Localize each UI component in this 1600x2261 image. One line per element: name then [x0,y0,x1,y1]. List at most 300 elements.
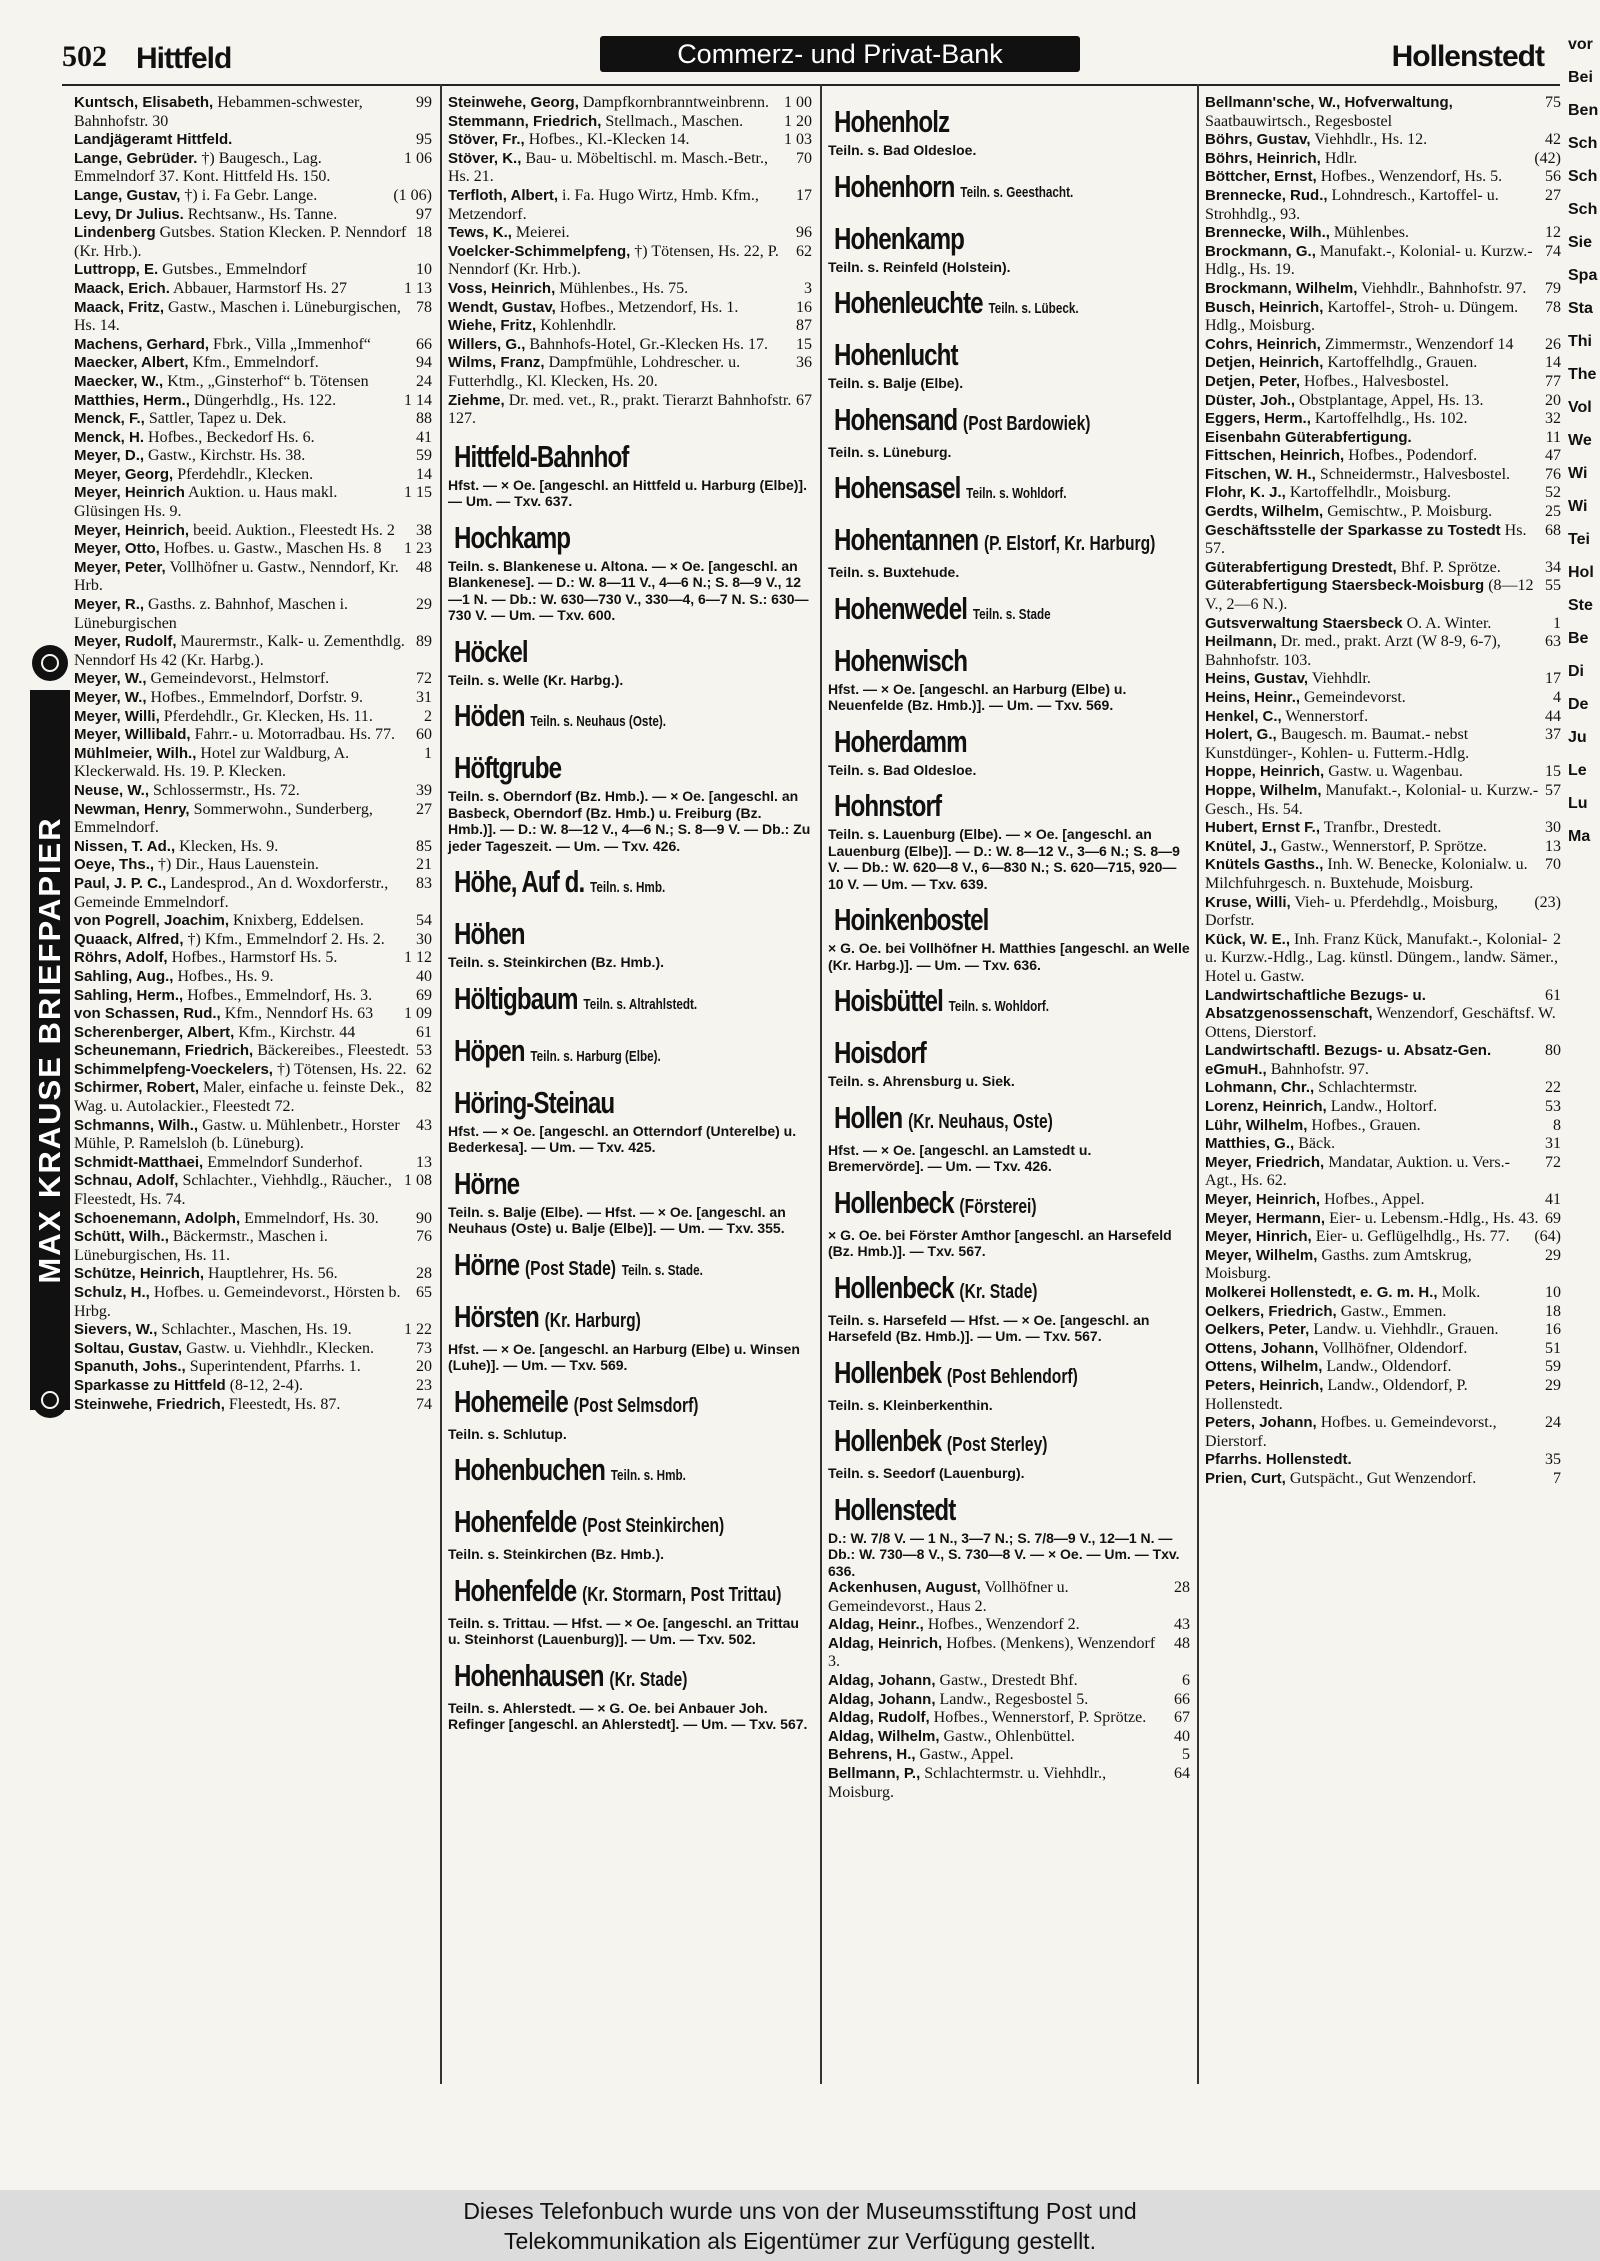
phone-number: 27 [416,800,432,818]
subscriber-name: Wiehe, Fritz, [448,317,537,335]
subscriber-details: Viehhdlr., Bahnhofstr. 97. [1361,279,1527,297]
listing-entry [1205,819,1561,838]
listing-entry [448,354,812,391]
subscriber-details: †) Tötensen, Hs. 22. [276,1060,407,1078]
subscriber-name: Meyer, Heinrich, [1205,1191,1321,1209]
subscriber-details: Pferdehdlr., Klecken. [177,465,314,483]
phone-number: 87 [796,317,812,335]
phone-number: 62 [796,242,812,260]
phone-number: 78 [1545,298,1561,316]
phone-number: 7 [1553,1469,1561,1487]
listing-entry [74,633,432,670]
subscriber-name: Meyer, Willi, [74,707,160,725]
listing-entry [448,113,812,132]
place-section [448,1658,812,1733]
place-qualifier: (Post Bardowiek) [963,412,1091,435]
phone-number: 23 [416,1376,432,1394]
subscriber-details: Hebammen-schwester, Bahnhofstr. 30 [74,94,363,130]
phone-number: 14 [416,465,432,483]
listing-entry [1205,1284,1561,1303]
place-qualifier: (Kr. Stade) [959,1280,1038,1303]
place-details: Teiln. s. Welle (Kr. Harbg.). [448,671,624,688]
listing-entry [1205,987,1561,1043]
listing-entry [74,224,432,261]
phone-number: 42 [1545,131,1561,149]
listing-entry [828,1579,1190,1616]
subscriber-details: Gastw., Maschen i. Lüneburgischen, Hs. 14. [74,298,401,335]
place-note: Teiln. s. Altrahlstedt. [583,995,698,1013]
subscriber-name: Lange, Gustav, [74,186,181,204]
subscriber-details: Hofbes., Emmelndorf, Dorfstr. 9. [150,689,363,706]
listing-entry [74,261,432,280]
phone-number: 27 [1545,186,1561,204]
listing-entry [74,1042,432,1061]
listing-entry [448,243,812,280]
listing-entry [828,1616,1190,1635]
listing-entry [74,968,432,987]
side-advertisement: MAX KRAUSE BRIEFPAPIER [30,690,70,1410]
listing-entry [1205,354,1561,373]
subscriber-details: Sattler, Tapez u. Dek. [148,410,287,428]
phone-number: 51 [1545,1339,1561,1357]
subscriber-details: Hotel zur Waldburg, A. Kleckerwald. Hs. 19. P. Klecken. [74,744,350,781]
subscriber-details: O. A. Winter. [1406,614,1492,632]
place-heading [454,1504,733,1544]
clipped-entry: Lu [1568,795,1588,812]
clipped-entry: Sch [1568,168,1598,185]
phone-number: 6 [1182,1671,1190,1689]
listing-entry [1205,1358,1561,1377]
subscriber-name: Brennecke, Rud., [1205,186,1328,204]
subscriber-name: Schirmer, Robert, [74,1079,200,1097]
listing-entry [1205,1451,1561,1470]
phone-number: 16 [796,298,812,316]
subscriber-name: Lindenberg [74,224,156,242]
subscriber-details: Gutsbes., Emmelndorf [162,261,307,279]
listing-entry [1205,1098,1561,1117]
subscriber-details: Gastw., Emmen. [1340,1302,1447,1320]
place-name: Hollenbeck [834,1184,954,1220]
clipped-entry: Ben [1568,102,1599,119]
subscriber-name: Sievers, W., [74,1321,158,1339]
place-heading [454,698,733,740]
listing-entry [1205,689,1561,708]
subscriber-name: Schulz, H., [74,1284,150,1301]
listing-entry [74,373,432,392]
phone-number: 74 [416,1395,432,1413]
phone-number: 36 [796,354,812,372]
place-details: Teiln. s. Lüneburg. [828,443,952,460]
listing-entry [74,522,432,541]
subscriber-details: Maurermstr., Kalk- u. Zementhdlg. Nenndorf Hs 42 (Kr. Harbg.). [74,633,405,669]
phone-number: 21 [416,856,432,874]
subscriber-details: Schneidermstr., Halvesbostel. [1319,465,1511,483]
clipped-entry: Be [1568,630,1589,647]
subscriber-details: Abbauer, Harmstorf Hs. 27 [173,279,347,297]
listing-entry [74,392,432,411]
footer-line-1: Dieses Telefonbuch wurde uns von der Museumsstiftung Post und [463,2198,1137,2224]
phone-number: 99 [416,94,432,111]
place-details: Teiln. s. Harsefeld — Hfst. — × Oe. [angeschl. an Harsefeld (Bz. Hmb.)]. — Um. — Txv. 567. [828,1311,1150,1344]
place-name: Hohenhausen [454,1657,604,1693]
place-heading [834,470,1112,512]
listing-entry [1205,131,1561,150]
place-section [448,634,812,689]
clipped-entry: Sie [1568,234,1593,251]
subscriber-details: †) Dir., Haus Lauenstein. [158,856,319,874]
listing-entry [1205,763,1561,782]
subscriber-details: Bahnhofs-Hotel, Gr.-Klecken Hs. 17. [529,335,769,353]
subscriber-details: Landw. u. Viehhdlr., Grauen. [1313,1321,1499,1339]
subscriber-details: Lohndresch., Kartoffel- u. Strohhdlg., 93. [1205,186,1499,223]
phone-number: 70 [796,149,812,167]
listing-entry [1205,336,1561,355]
subscriber-details: Hdlr. [1324,149,1358,167]
phone-number: 44 [1545,707,1561,725]
place-heading [454,864,733,906]
place-heading [834,402,1112,442]
phone-number: 18 [1545,1302,1561,1320]
phone-number: 2 [424,707,432,725]
place-name: Hohenwisch [834,642,968,678]
phone-number: 55 [1545,577,1561,595]
subscriber-details: Bahnhofstr. 97. [1270,1060,1369,1078]
phone-number: 22 [1545,1079,1561,1097]
phone-number: 29 [416,596,432,614]
place-name: Hollenbek [834,1423,942,1458]
subscriber-details: Hofbes., Hs. 9. [177,967,274,985]
subscriber-details: Hofbes., Harmstorf Hs. 5. [171,949,338,967]
place-details: Teiln. s. Lauenburg (Elbe). — × Oe. [angeschl. an Lauenburg (Elbe)]. — D.: W. 8—12 V., 3—6 N.; S. 8—9 V. — Db.: W. 620—8 V., 6—830 N.; S. 620—715, 920—10 V. — Um. — Txv. 639. [828,826,1180,892]
listing-entry [74,1358,432,1377]
subscriber-details: Hofbes., Podendorf. [1348,447,1478,465]
place-heading [834,1492,1112,1528]
subscriber-details: Manufakt.-, Kolonial- u. Kurzw.-Gesch., Hs. 54. [1205,781,1539,818]
place-heading [834,1100,1112,1140]
phone-number: 59 [1545,1358,1561,1376]
listing-entry [448,317,812,336]
phone-number: 1 20 [784,112,812,130]
place-heading [454,1452,733,1494]
phone-number: 66 [1174,1690,1190,1708]
subscriber-details: Schlachtermstr. u. Viehhdlr., Moisburg. [828,1764,1107,1801]
listing-entry [1205,447,1561,466]
place-details: Teiln. s. Balje (Elbe). — Hfst. — × Oe. [angeschl. an Neuhaus (Oste) u. Balje (Elbe)]. — Um. — Txv. 355. [448,1203,786,1237]
place-name: Hohenbuchen [454,1452,605,1488]
listing-entry [1205,522,1561,559]
listing-entry [74,1210,432,1229]
phone-number: 32 [1545,410,1561,428]
listing-entry [1205,1247,1561,1284]
subscriber-name: Flohr, K. J., [1205,484,1286,502]
listing-entry [828,1672,1190,1691]
listing-entry [1205,187,1561,224]
listing-entry [74,1024,432,1043]
subscriber-name: Meyer, Wilhelm, [1205,1246,1318,1264]
place-section [828,221,1190,276]
listing-entry [1205,577,1561,614]
subscriber-name: Wilms, Franz, [448,354,545,372]
phone-number: 79 [1545,279,1561,297]
phone-number: 82 [416,1079,432,1097]
listing-entry [74,540,432,559]
subscriber-details: Wenzendorf, Geschäftsf. W. Ottens, Dierstorf. [1205,1005,1556,1041]
place-heading [454,1658,733,1698]
listing-entry [74,1117,432,1154]
listing-entry [1205,931,1561,987]
subscriber-name: Meyer, R., [74,596,145,614]
phone-number: 1 [424,744,432,762]
column-hittfeld-b [448,94,812,1733]
phone-number: 48 [1174,1634,1190,1652]
subscriber-details: Emmelndorf Sunderhof. [207,1153,363,1171]
listing-entry [74,1228,432,1265]
phone-number: 89 [416,633,432,651]
listing-entry [74,745,432,782]
phone-number: 14 [1545,354,1561,372]
place-name: Höckel [454,633,528,669]
subscriber-details: Bhf. P. Sprötze. [1400,558,1501,576]
phone-number: 29 [1545,1246,1561,1264]
subscriber-details: Obstplantage, Appel, Hs. 13. [1299,391,1484,409]
listing-entry [74,410,432,429]
listing-entry [74,280,432,299]
place-name: Höhen [454,916,525,952]
subscriber-name: Sahling, Aug., [74,967,174,985]
subscriber-name: Kuntsch, Elisabeth, [74,94,214,111]
subscriber-details: Hofbes., Wenzendorf 2. [927,1616,1080,1634]
subscriber-name: Meyer, Otto, [74,540,160,558]
listing-entry [74,987,432,1006]
place-name: Hohentannen [834,522,979,557]
listing-entry [1205,1414,1561,1451]
phone-number: 72 [416,670,432,688]
place-section [448,1085,812,1156]
listing-entry [1205,1042,1561,1079]
ad-ornament-icon [32,1382,68,1418]
subscriber-details: Hofbes. u. Gemeindevorst., Hörsten b. Hrbg. [74,1284,401,1320]
subscriber-name: Meyer, W., [74,689,147,706]
listing-entry [74,299,432,336]
clipped-entry: Le [1568,762,1587,779]
listing-entry [74,1396,432,1415]
subscriber-details: Ktm., „Ginsterhof“ b. Tötensen [167,372,369,390]
subscriber-details: Gemischtw., P. Moisburg. [1327,503,1493,521]
subscriber-name: Terfloth, Albert, [448,186,558,204]
subscriber-name: Newman, Henry, [74,800,190,818]
next-page-edge [1568,28,1600,2128]
subscriber-details: Hofbes., Metzendorf, Hs. 1. [559,298,739,316]
phone-number: 1 [1553,614,1561,632]
phone-number: 48 [416,558,432,576]
subscriber-name: Meyer, Heinrich, [74,521,190,539]
subscriber-details: Landw., Regesbostel 5. [939,1690,1089,1708]
place-section [828,643,1190,714]
clipped-entry: Vol [1568,399,1592,416]
clipped-entry: Ma [1568,828,1591,845]
clipped-entry: Thi [1568,333,1592,350]
listing-entry [1205,1191,1561,1210]
phone-number: 2 [1553,930,1561,948]
place-note: Teiln. s. Stade. [621,1261,703,1279]
subscriber-details: Eier- u. Geflügelhdlg., Hs. 77. [1315,1228,1510,1246]
place-details: Teiln. s. Balje (Elbe). [828,375,964,391]
phone-number: 43 [1174,1616,1190,1634]
phone-number: 28 [416,1265,432,1283]
listing-entry [1205,708,1561,727]
subscriber-details: Saatbauwirtsch., Regesbostel [1205,112,1393,130]
column-rule [820,84,822,2084]
phone-number: 78 [416,298,432,316]
phone-number: 73 [416,1339,432,1357]
phone-number: (23) [1534,893,1561,911]
listing-entry [74,1154,432,1173]
subscriber-details: Schlachtermstr. [1318,1079,1418,1097]
subscriber-details: Manufakt.-, Kolonial- u. Kurzw.-Hdlg., Hs. 19. [1205,242,1533,279]
place-qualifier: (Kr. Stormarn, Post Trittau) [582,1583,782,1606]
subscriber-details: Maler, einfache u. feinste Dek., Wag. u. Autolackier., Fleestedt 72. [74,1079,405,1116]
header-place: Hittfeld [136,42,232,75]
listing-entry [1205,299,1561,336]
listing-entry [1205,1135,1561,1154]
place-section [448,1247,812,1289]
place-qualifier: (Kr. Stade) [609,1668,688,1691]
place-note: Teiln. s. Hmb. [610,1467,686,1485]
subscriber-name: Lange, Gebrüder. [74,149,198,167]
subscriber-details: Bau- u. Möbeltischl. m. Masch.-Betr., Hs. 21. [448,149,768,186]
phone-number: 41 [1545,1191,1561,1209]
place-section [828,1423,1190,1482]
place-qualifier: (Post Sterley) [946,1434,1048,1456]
place-details: Hfst. — × Oe. [angeschl. an Harburg (Elbe) u. Winsen (Luhe)]. — Um. — Txv. 569. [448,1340,800,1374]
subscriber-details: Kartoffelhdlg., Grauen. [1327,354,1478,372]
subscriber-name: Brockmann, G., [1205,242,1316,260]
place-section [828,169,1190,211]
phone-number: 26 [1545,335,1561,353]
subscriber-name: Voelcker-Schimmelpfeng, [448,242,631,260]
listing-entry [448,150,812,187]
place-heading [454,1384,733,1424]
subscriber-details: Fleestedt, Hs. 87. [228,1395,341,1413]
clipped-entry: The [1568,366,1597,383]
subscriber-details: Gemeindevorst., Helmstorf. [150,670,330,688]
place-section [828,1270,1190,1345]
place-note: Teiln. s. Stade [972,605,1051,623]
subscriber-details: Gutspächt., Gut Wenzendorf. [1289,1469,1477,1487]
subscriber-name: Voss, Heinrich, [448,279,556,297]
subscriber-details: Hofbes. (Menkens), Wenzendorf 3. [828,1634,1156,1671]
place-name: Hoisdorf [834,1035,926,1070]
listing-entry [74,875,432,912]
subscriber-name: Schütze, Heinrich, [74,1265,205,1283]
phone-number: 47 [1545,447,1561,465]
place-section [828,1100,1190,1175]
place-heading [834,724,1112,760]
subscriber-details: Pferdehdlr., Gr. Klecken, Hs. 11. [163,707,373,725]
subscriber-details: Vollhöfner u. Gastw., Nenndorf, Kr. Hrb. [74,558,399,595]
subscriber-name: Luttropp, E. [74,261,159,279]
subscriber-name: Cohrs, Heinrich, [1205,335,1321,353]
subscriber-details: Wennerstorf. [1285,707,1369,725]
phone-number: 80 [1545,1042,1561,1060]
phone-number: 52 [1545,484,1561,502]
listing-entry [1205,429,1561,448]
subscriber-name: Oeye, Ths., [74,856,155,874]
listing-entry [1205,503,1561,522]
subscriber-name: Maack, Fritz, [74,298,165,316]
subscriber-details: Dr. med. vet., R., prakt. Tierarzt Bahnhofstr. 127. [448,391,792,428]
subscriber-details: Kfm., Nenndorf Hs. 63 [224,1005,374,1023]
place-name: Hohemeile [454,1383,568,1419]
listing-entry [74,1061,432,1080]
subscriber-name: Schnau, Adolf, [74,1172,179,1190]
subscriber-details: Schlachter., Maschen, Hs. 19. [161,1321,352,1339]
phone-number: 95 [416,131,432,149]
place-heading [834,591,1112,633]
subscriber-name: Eisenbahn Güterabfertigung. [1205,428,1412,446]
listing-entry [74,1377,432,1396]
place-name: Hochkamp [454,519,571,555]
subscriber-name: Meyer, Peter, [74,558,166,576]
place-heading [454,750,733,786]
listing-entry [74,336,432,355]
clipped-entry: Hol [1568,564,1594,581]
listing-entry [1205,410,1561,429]
place-section [448,864,812,906]
listing-entry [1205,168,1561,187]
phone-number: 30 [416,930,432,948]
place-heading [454,634,733,670]
subscriber-name: Machens, Gerhard, [74,335,210,353]
subscriber-name: Behrens, H., [828,1746,916,1764]
subscriber-name: Bellmann, P., [828,1764,921,1782]
subscriber-details: Meierei. [515,224,570,242]
listing-entry [828,1728,1190,1747]
listing-entry [74,726,432,745]
clipped-entry: Wi [1568,498,1588,515]
phone-number: 10 [416,261,432,279]
phone-number: 8 [1553,1116,1561,1134]
subscriber-name: Meyer, Hermann, [1205,1209,1326,1227]
place-name: Hollenbeck [834,1269,954,1305]
phone-number: 85 [416,837,432,855]
phone-number: 1 12 [404,949,432,967]
column-hittfeld-a [74,94,432,1414]
phone-number: 20 [1545,391,1561,409]
listing-entry [74,466,432,485]
subscriber-details: †) i. Fa Gebr. Lange. [184,186,318,204]
subscriber-details: Hofbes., Emmelndorf, Hs. 3. [187,986,373,1004]
listing-entry [1205,243,1561,280]
listing-entry [1205,150,1561,169]
listing-entry [1205,466,1561,485]
subscriber-name: Aldag, Wilhelm, [828,1727,940,1745]
phone-number: 20 [416,1358,432,1376]
subscriber-details: Dampfkornbranntweinbrenn. [582,94,770,111]
subscriber-name: Knütel, J., [1205,837,1277,855]
subscriber-details: Gastw., Drestedt Bhf. [939,1671,1078,1689]
place-details: D.: W. 7/8 V. — 1 N., 3—7 N.; S. 7/8—9 V., 12—1 N. — Db.: W. 730—8 V., S. 730—8 V. — × Oe. — Um. — Txv. 636. [828,1529,1180,1579]
phone-number: 67 [1174,1709,1190,1727]
place-heading [454,1033,733,1075]
phone-number: 53 [416,1042,432,1060]
place-heading [454,1247,733,1289]
subscriber-details: Gasths. zum Amtskrug, Moisburg. [1205,1246,1472,1283]
subscriber-details: Superintendent, Pfarrhs. 1. [189,1358,361,1376]
place-details: Teiln. s. Blankenese u. Altona. — × Oe. [angeschl. an Blankenese]. — D.: W. 8—11 V., 4—6 N.; S. 8—9 V., 12—1 N. — Db.: W. 630—730 V., 330—4, 6—7 N. S.: 630—730 V. — Um. — Txv. 600. [448,557,809,624]
place-section [448,1033,812,1075]
place-heading [834,221,1112,257]
